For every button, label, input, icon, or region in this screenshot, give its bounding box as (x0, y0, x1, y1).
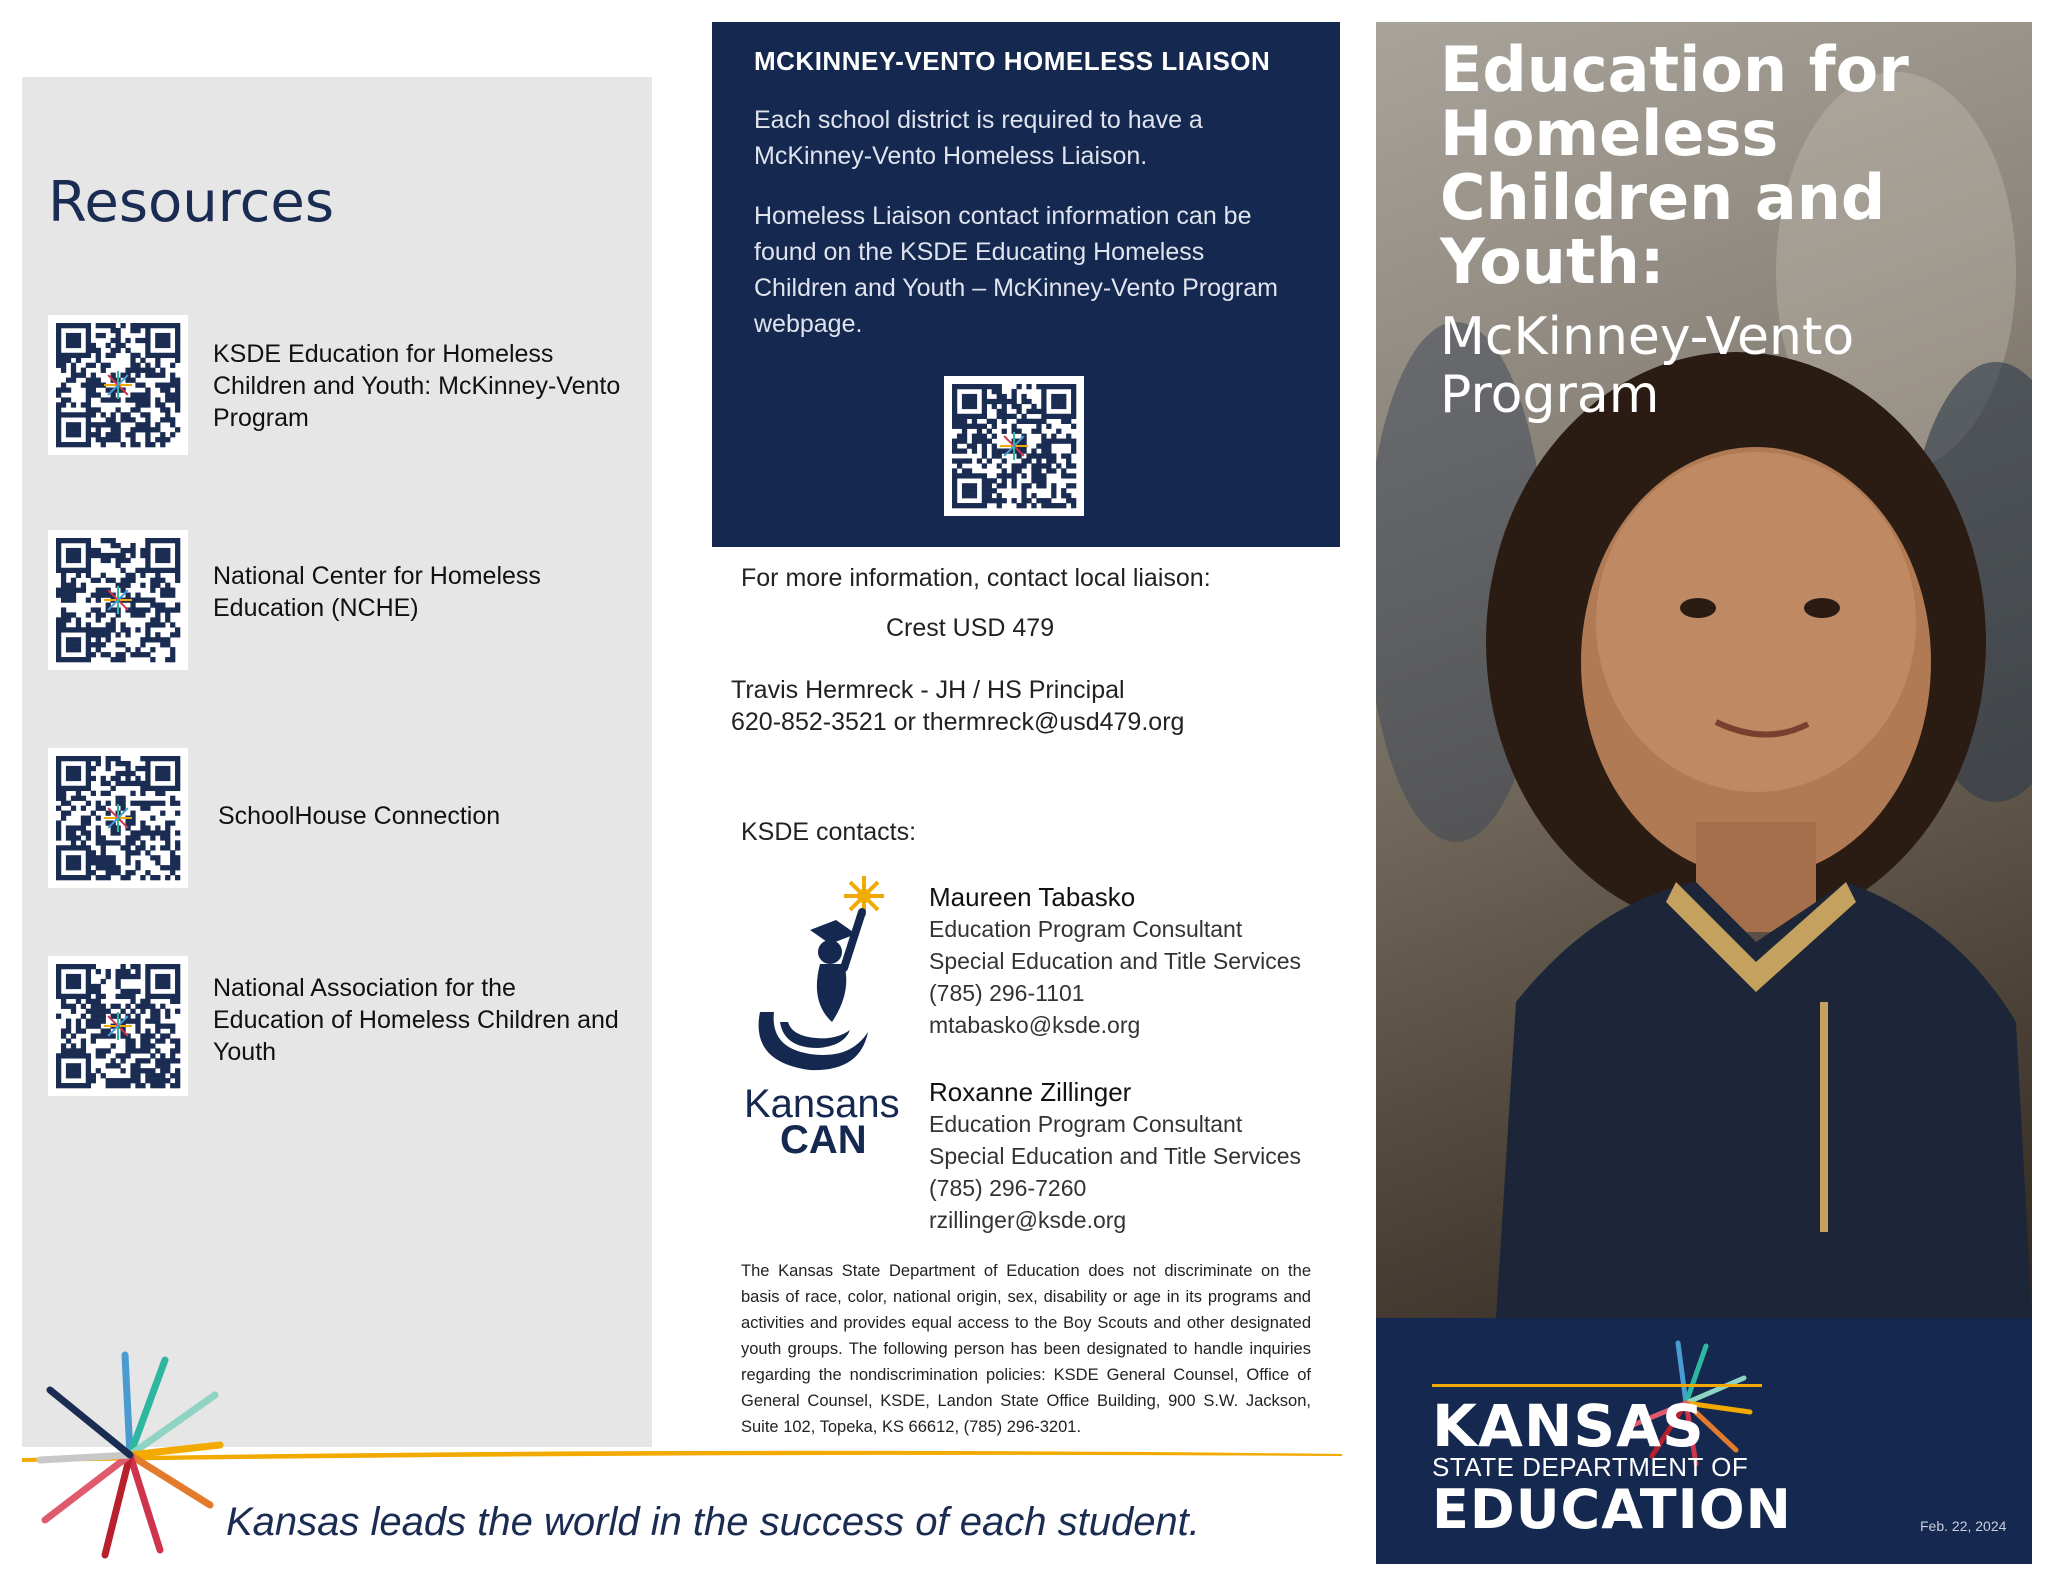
contact-email[interactable]: mtabasko@ksde.org (929, 1012, 1141, 1038)
ksde-gold-rule (1432, 1384, 1762, 1387)
contact-name: Roxanne Zillinger (929, 1077, 1132, 1107)
contact-dept: Special Education and Title Services (929, 1143, 1302, 1169)
ksde-contacts-label: KSDE contacts: (741, 818, 917, 846)
local-contact-details: 620-852-3521 or thermreck@usd479.org (731, 708, 1185, 736)
ksde-kansas-word: KANSAS (1432, 1392, 1705, 1460)
qr-code-nche[interactable] (48, 530, 188, 670)
qr-code-ksde[interactable] (48, 315, 188, 455)
nondiscrimination-disclaimer: The Kansas State Department of Education does not discriminate on the basis of race, color, national origin, sex, disability or age in its programs and activities and provides equal access to the Boy Scouts and other designated youth groups. The following person has been designated to handle inquiries regarding the nondiscrimination policies: KSDE General Counsel, Office of General Counsel, KSDE, Landon State Office Building, 900 S.W. Jackson, Suite 102, Topeka, KS 66612, (785) 296-3201. (741, 1262, 1311, 1436)
contact-name: Maureen Tabasko (929, 882, 1136, 912)
contact-email[interactable]: rzillinger@ksde.org (929, 1207, 1127, 1233)
liaison-paragraph-1: Each school district is required to have a McKinney-Vento Homeless Liaison. (754, 106, 1203, 170)
resource-label-ksde: KSDE Education for Homeless Children and Youth: McKinney-Vento Program (213, 340, 621, 432)
resource-label-schoolhouse: SchoolHouse Connection (218, 802, 501, 830)
ksde-state-department-word: STATE DEPARTMENT OF (1432, 1452, 1749, 1482)
tagline: Kansas leads the world in the success of each student. (226, 1500, 1200, 1544)
kansans-can-text-1: Kansans (744, 1082, 900, 1126)
ksde-logo-footer (1376, 1318, 2032, 1564)
contact-title: Education Program Consultant (929, 1111, 1243, 1137)
liaison-heading: MCKINNEY-VENTO HOMELESS LIAISON (754, 46, 1271, 76)
kansans-can-figure-icon (740, 872, 910, 1082)
publication-date: Feb. 22, 2024 (1920, 1518, 2007, 1534)
contact-title: Education Program Consultant (929, 916, 1243, 942)
kansans-can-logo (740, 872, 910, 1172)
local-contact-intro: For more information, contact local liaison: (741, 564, 1211, 592)
resources-title: Resources (48, 170, 334, 235)
liaison-paragraph-2: Homeless Liaison contact information can be found on the KSDE Educating Homeless Children and Youth – McKinney-Vento Program webpage. (754, 202, 1278, 338)
qr-code-naehcy[interactable] (48, 956, 188, 1096)
local-district: Crest USD 479 (886, 614, 1055, 642)
liaison-box (712, 22, 1340, 547)
contact-dept: Special Education and Title Services (929, 948, 1302, 974)
ksde-contact-2 (929, 1077, 1349, 1236)
contact-phone: (785) 296-7260 (929, 1175, 1087, 1201)
cover-title: Education for Homeless Children and Youth: (1440, 33, 1909, 298)
resource-label-naehcy: National Association for the Education of Homeless Children and Youth (213, 974, 619, 1066)
starburst-icon (30, 1350, 230, 1560)
cover-panel (1376, 22, 2032, 1318)
resource-label-nche: National Center for Homeless Education (NCHE) (213, 562, 541, 622)
cover-subtitle: McKinney-Vento Program (1440, 307, 1855, 425)
ksde-contact-1 (929, 882, 1349, 1041)
contact-phone: (785) 296-1101 (929, 980, 1085, 1006)
kansans-can-text-2: CAN (780, 1118, 867, 1162)
qr-code-schoolhouse[interactable] (48, 748, 188, 888)
local-contact-person: Travis Hermreck - JH / HS Principal (731, 676, 1125, 704)
ksde-education-word: EDUCATION (1432, 1478, 1792, 1541)
qr-code-liaison[interactable] (944, 376, 1084, 516)
